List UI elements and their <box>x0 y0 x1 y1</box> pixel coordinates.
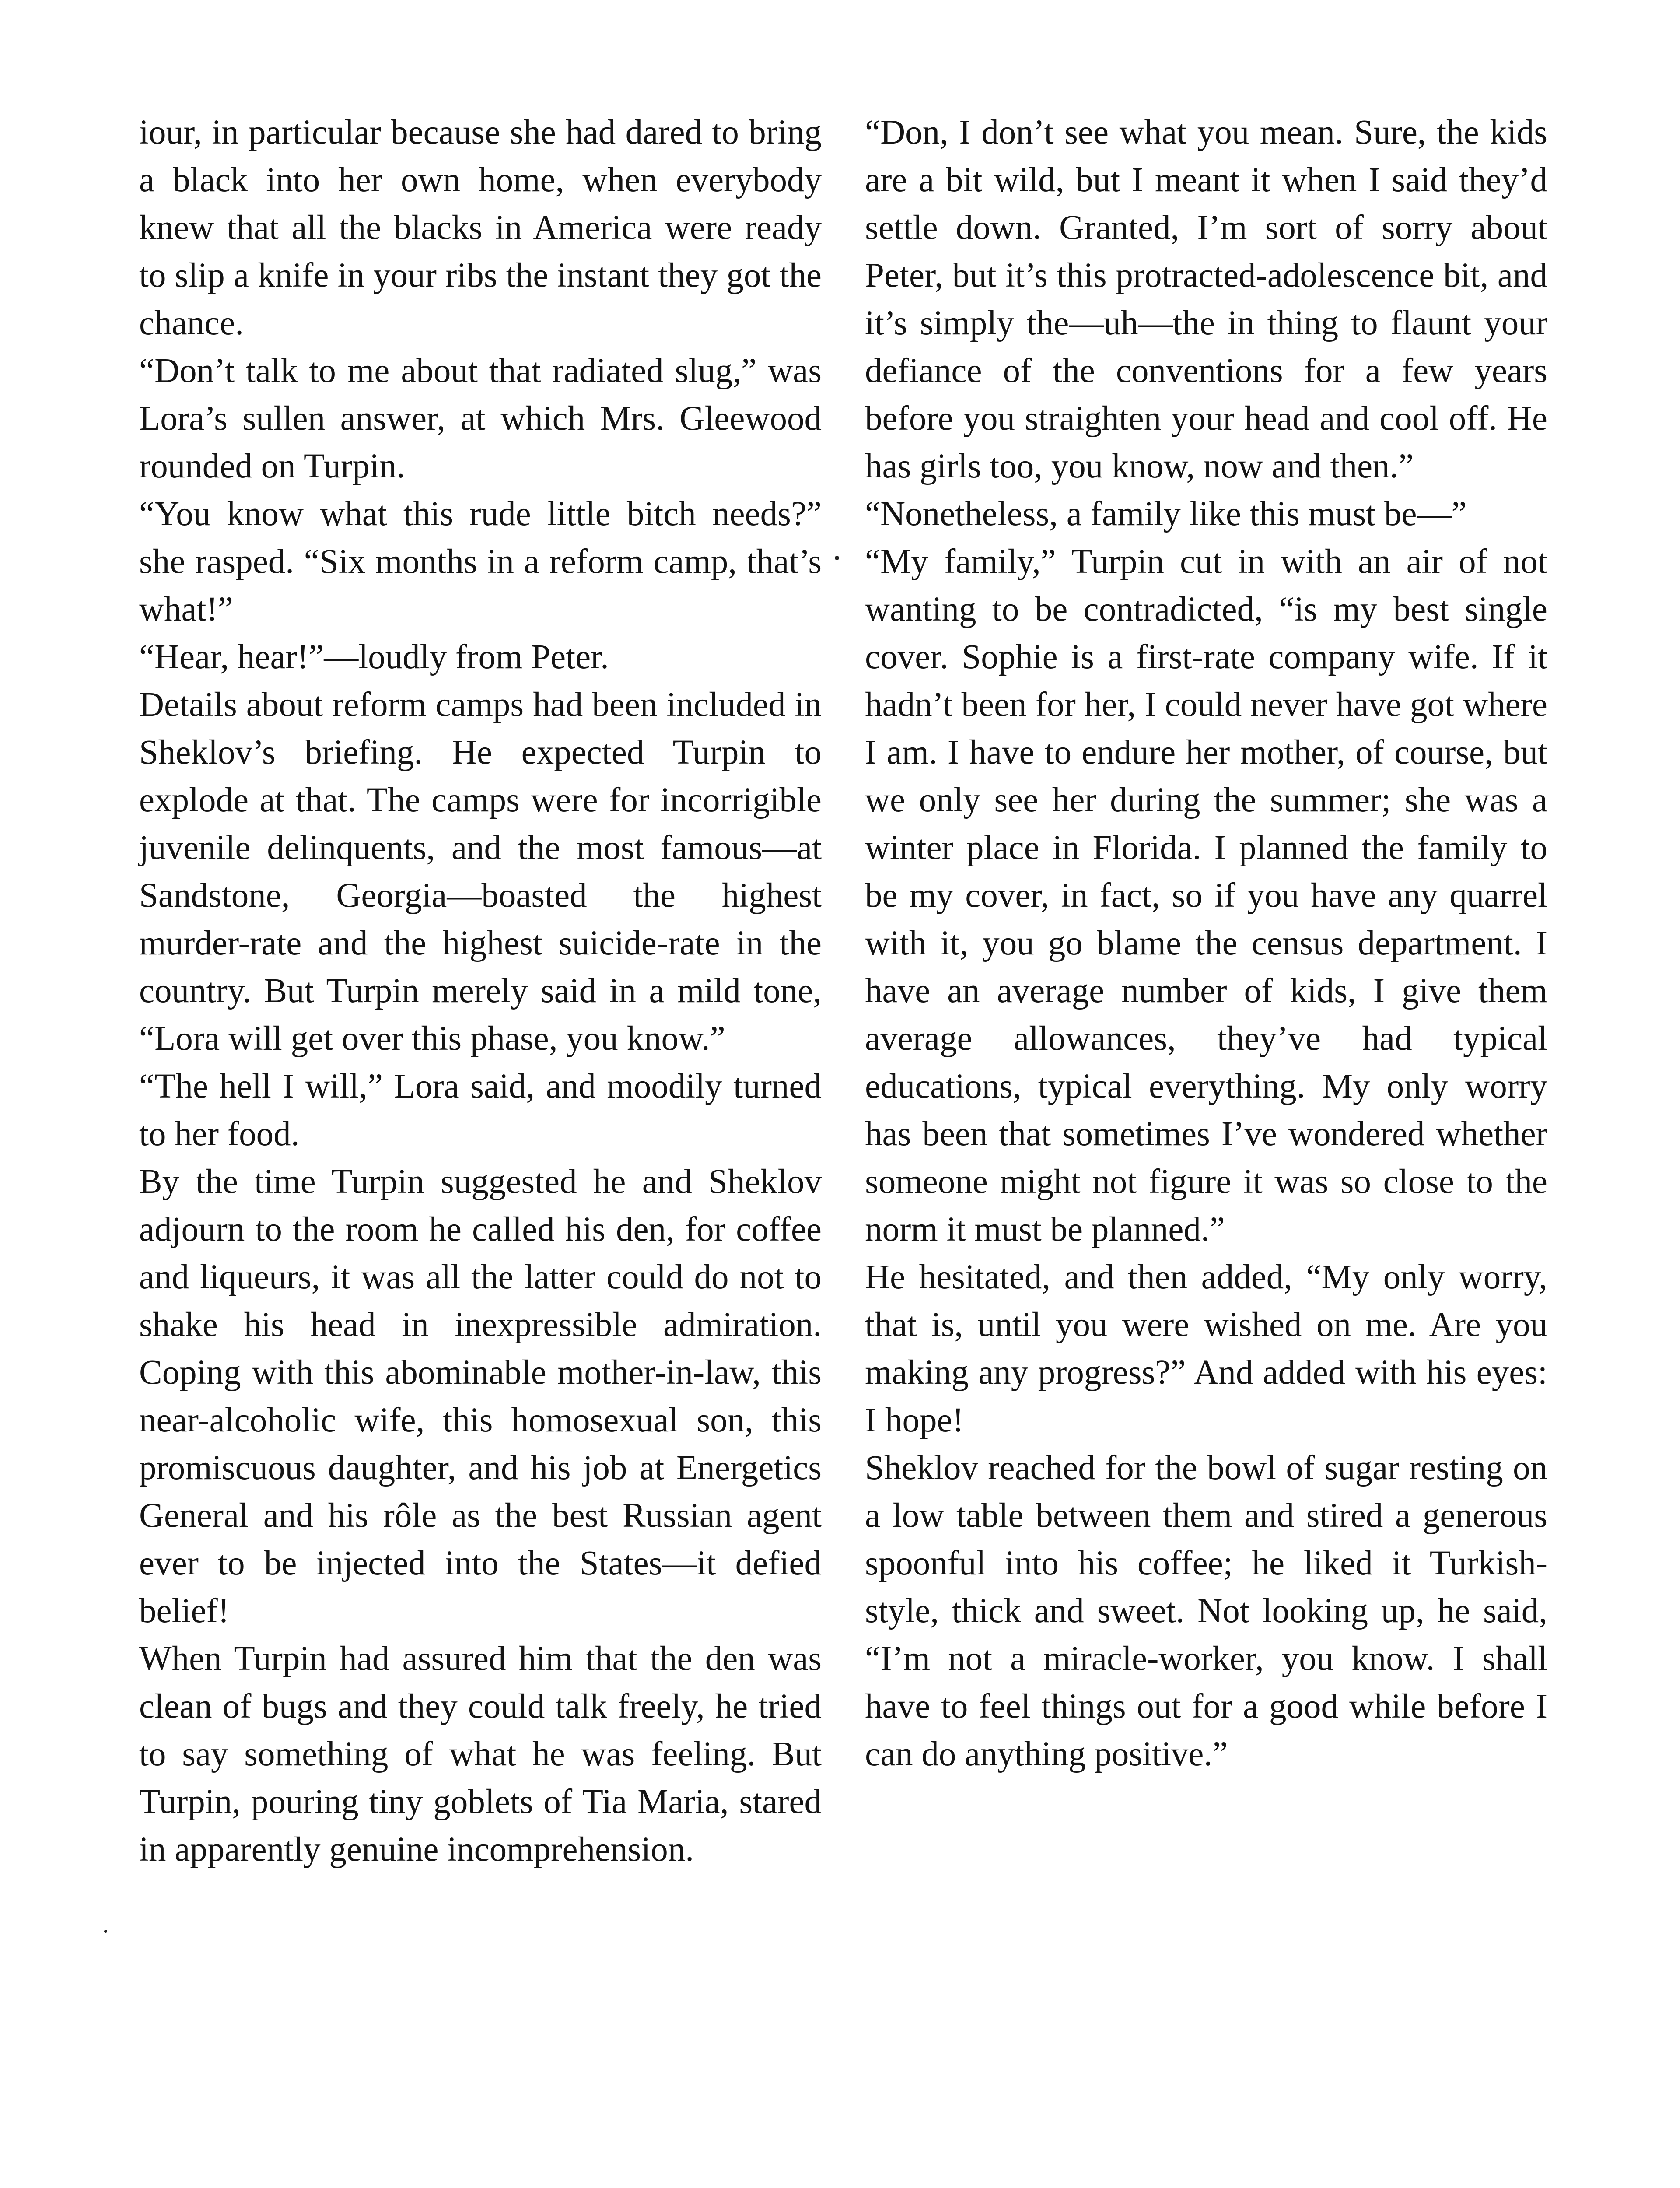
paragraph: “Hear, hear!”—loudly from Peter. <box>139 638 609 676</box>
paragraph: When Turpin had assured him that the den was clean of bugs and they could talk freely, he tried to say something of what he was feeling. But Turpin, pouring tiny goblets of Tia Maria, stared in apparently genuine incomprehension. <box>139 1640 822 1869</box>
paragraph: Details about reform camps had been included in Sheklov’s briefing. He expected Turpin to explode at that. The camps were for incorrigible juvenile delinquents, and the most famous—at Sandstone, Georgia—boasted the highest murder-rate and the highest suicide-rate in the country. But Turpin merely said in a mild tone, “Lora will get over this phase, you know.” <box>139 686 822 1058</box>
paragraph: “Don, I don’t see what you mean. Sure, the kids are a bit wild, but I meant it when I said they’d settle down. Granted, I’m sort of sorry about Peter, but it’s this protracted-adolescence bit, and it’s simply the—uh—the in thing to flaunt your defiance of the conventions for a few years before you straighten your head and cool off. He has girls too, you know, now and then.” <box>865 113 1547 485</box>
paragraph: Sheklov reached for the bowl of sugar resting on a low table between them and stired a generous spoonful into his coffee; he liked it Turkish-style, thick and sweet. Not looking up, he said, “I’m not a miracle-worker, you know. I shall have to feel things out for a good while before I can do anything positive.” <box>865 1449 1547 1773</box>
print-speck <box>835 556 839 560</box>
paragraph: By the time Turpin suggested he and Sheklov adjourn to the room he called his den, for coffee and liqueurs, it was all the latter could do not to shake his head in inexpressible admiration. Coping with this abominable mother-in-law, this near-alcoholic wife, this homosexual son, this promiscuous daughter, and his job at Energetics General and his rôle as the best Russian agent ever to be injected into the States—it defied belief! <box>139 1163 822 1630</box>
paragraph: “Nonetheless, a family like this must be—” <box>865 495 1467 533</box>
paragraph: iour, in particular because she had dared to bring a black into her own home, when everybody knew that all the blacks in America were ready to slip a knife in your ribs the instant they got the chance. <box>139 113 822 342</box>
print-speck <box>104 1930 107 1933</box>
paragraph: “My family,” Turpin cut in with an air of not wanting to be contradicted, “is my best single cover. Sophie is a first-rate company wife. If it hadn’t been for her, I could never have got where I am. I have to endure her mother, of course, but we only see her during the summer; she was a winter place in Florida. I planned the family to be my cover, in fact, so if you have any quarrel with it, you go blame the census department. I have an average number of kids, I give them average allowances, they’ve had typical educations, typical everything. My only worry has been that sometimes I’ve wondered whether someone might not figure it was so close to the norm it must be planned.” <box>865 543 1547 1248</box>
paragraph: “Don’t talk to me about that radiated slug,” was Lora’s sullen answer, at which Mrs. Gleewood rounded on Turpin. <box>139 352 822 485</box>
paragraph: “You know what this rude little bitch needs?” she rasped. “Six months in a reform camp, that’s what!” <box>139 495 822 628</box>
left-text-column <box>139 109 822 1873</box>
paragraph: “The hell I will,” Lora said, and moodily turned to her food. <box>139 1067 822 1153</box>
paragraph: He hesitated, and then added, “My only worry, that is, until you were wished on me. Are you making any progress?” And added with his eyes: I hope! <box>865 1258 1547 1439</box>
right-text-column <box>865 109 1547 1778</box>
